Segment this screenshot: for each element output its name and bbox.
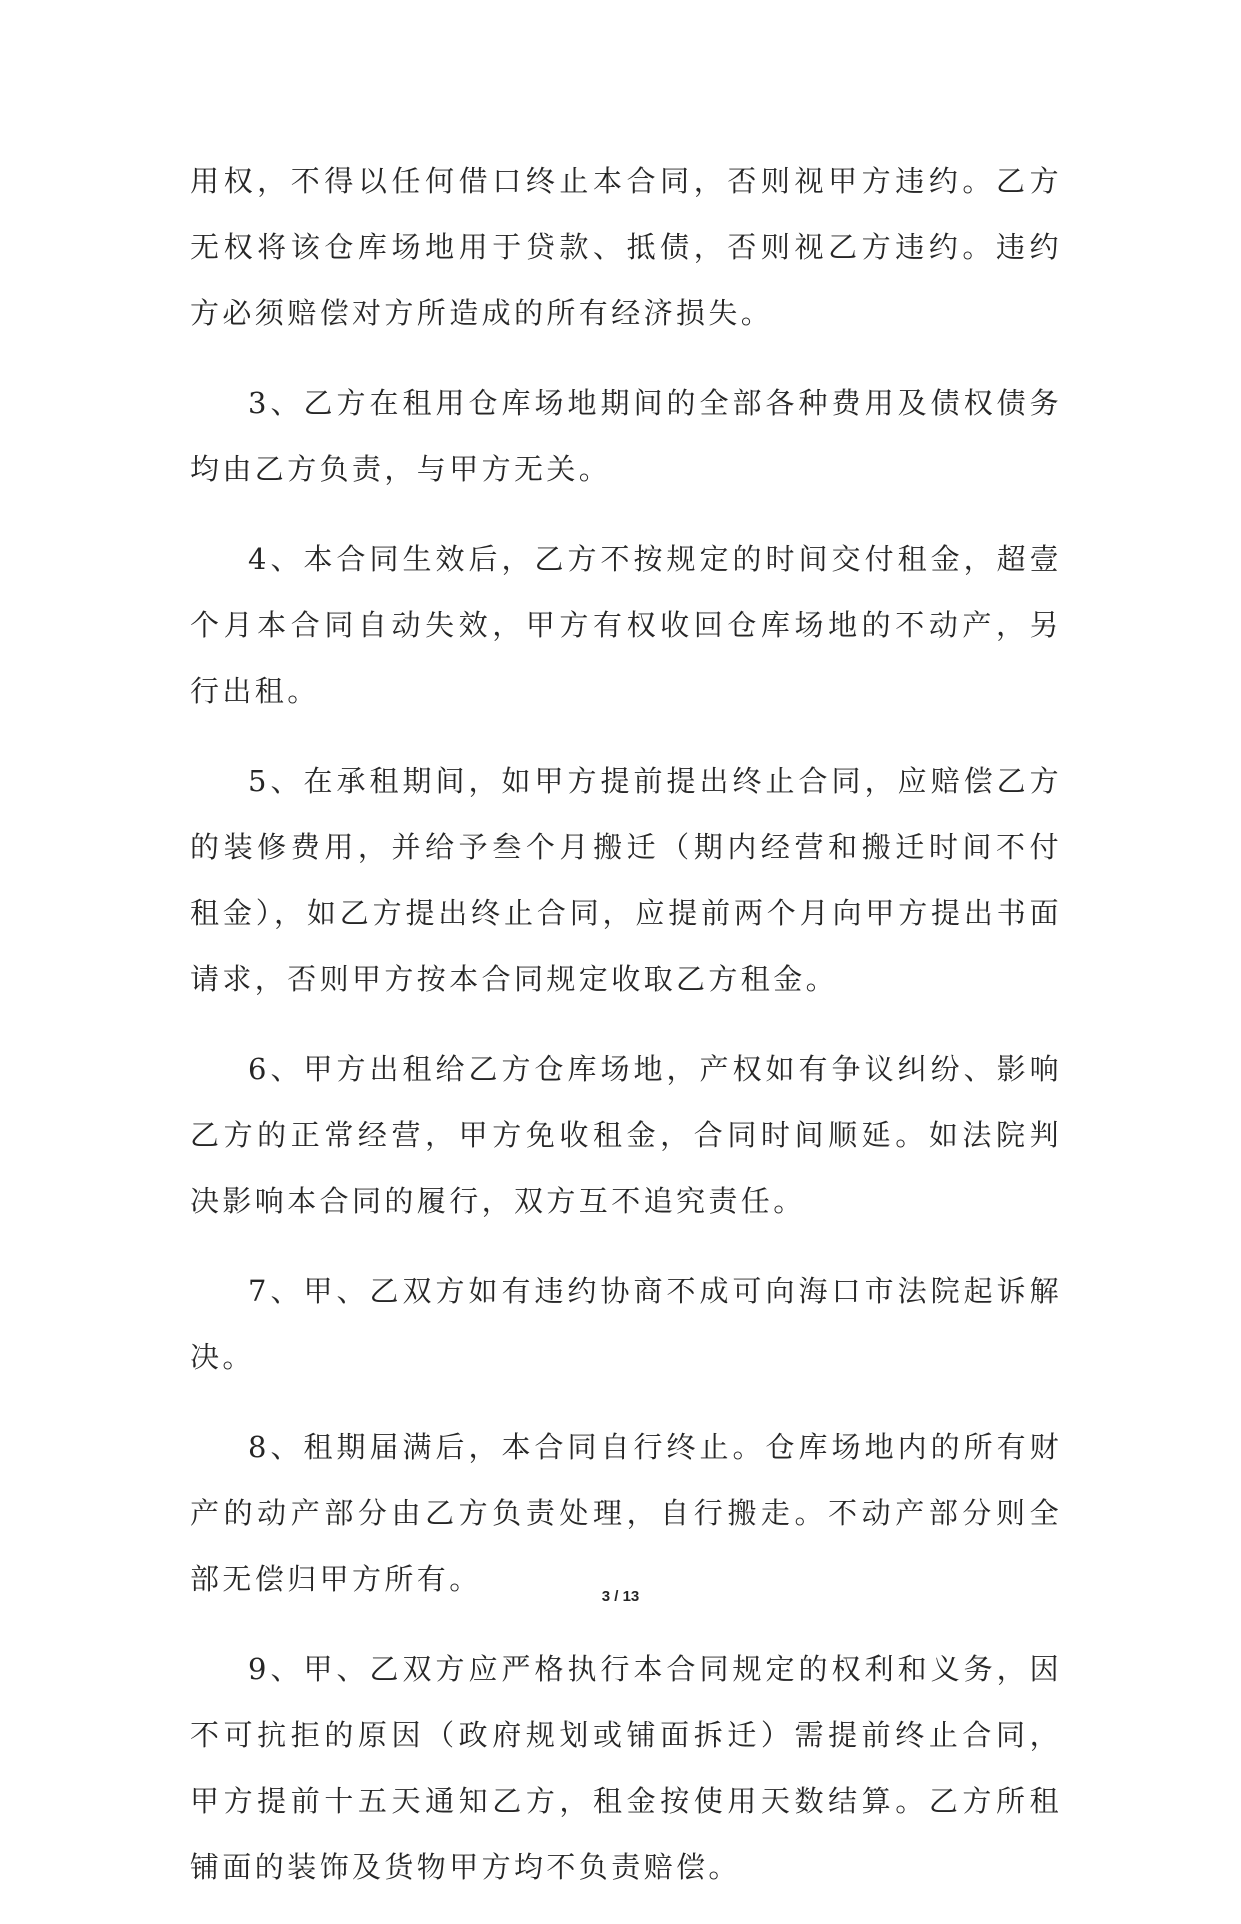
paragraph-clause-7: 7、甲、乙双方如有违约协商不成可向海口市法院起诉解决。 (190, 1274, 1062, 1374)
paragraph-clause-9: 9、甲、乙双方应严格执行本合同规定的权利和义务，因不可抗拒的原因（政府规划或铺面拆迁）需提前终止合同，甲方提前十五天通知乙方，租金按使用天数结算。乙方所租铺面的装饰及货物甲方均不负责赔偿。 (190, 1652, 1062, 1884)
paragraph-clause-4: 4、本合同生效后，乙方不按规定的时间交付租金，超壹个月本合同自动失效，甲方有权收回仓库场地的不动产，另行出租。 (190, 542, 1062, 708)
paragraph-clause-3: 3、乙方在租用仓库场地期间的全部各种费用及债权债务均由乙方负责，与甲方无关。 (190, 386, 1062, 486)
page-number: 3 / 13 (601, 1588, 640, 1605)
paragraph-clause-8: 8、租期届满后，本合同自行终止。仓库场地内的所有财产的动产部分由乙方负责处理，自行搬走。不动产部分则全部无偿归甲方所有。 (190, 1430, 1062, 1596)
paragraph-clause-6: 6、甲方出租给乙方仓库场地，产权如有争议纠纷、影响乙方的正常经营，甲方免收租金，合同时间顺延。如法院判决影响本合同的履行，双方互不追究责任。 (190, 1052, 1062, 1218)
paragraph-clause-5: 5、在承租期间，如甲方提前提出终止合同，应赔偿乙方的装修费用，并给予叁个月搬迁（期内经营和搬迁时间不付租金），如乙方提出终止合同，应提前两个月向甲方提出书面请求，否则甲方按本合同规定收取乙方租金。 (190, 764, 1062, 996)
paragraph-continuation: 用权，不得以任何借口终止本合同，否则视甲方违约。乙方无权将该仓库场地用于贷款、抵债，否则视乙方违约。违约方必须赔偿对方所造成的所有经济损失。 (190, 164, 1062, 330)
document-body (190, 148, 1062, 1924)
